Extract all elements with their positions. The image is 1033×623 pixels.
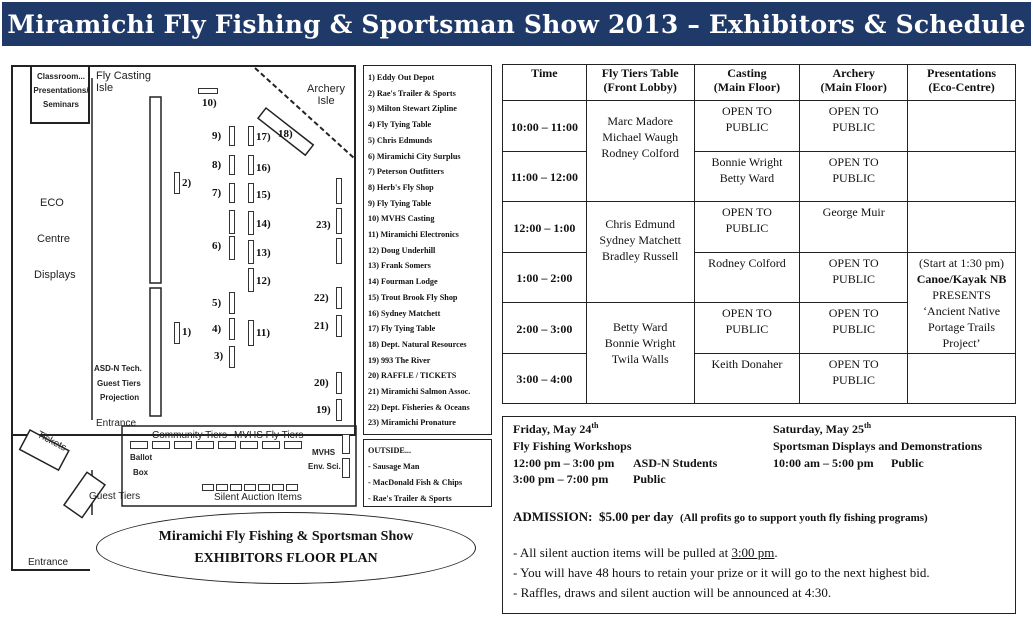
booth-number: 14) [256,218,271,230]
friday-who-2: Public [633,472,666,486]
saturday-time: 10:00 am – 5:00 pm [773,456,874,470]
exhibitor-item: 14) Fourman Lodge [368,277,438,287]
exhibitor-item: 21) Miramichi Salmon Assoc. [368,387,471,397]
booth-number: 21) [314,320,329,332]
mvhs-fly-tiers-label: MVHS Fly Tiers [234,430,304,441]
booth-13 [248,240,254,264]
time-cell: 10:00 – 11:00 [503,101,587,151]
eco-label: ECO [40,197,64,209]
schedule-row [503,353,1016,404]
booth-21 [336,315,342,337]
outside-title: OUTSIDE... [368,446,411,455]
archery-cell: George Muir [800,202,908,252]
booth-12 [248,268,254,292]
booth-5 [229,292,235,314]
fly-casting-isle-label: Fly Casting Isle [96,70,152,94]
booth-23a [336,178,342,204]
booth-15 [248,183,254,203]
mvhs-table [262,441,280,449]
booth-6b [229,236,235,260]
header-time: Time [503,65,587,101]
header-casting: Casting (Main Floor) [694,65,800,101]
time-cell: 1:00 – 2:00 [503,252,587,302]
archery-cell: OPEN TO PUBLIC [800,252,908,302]
exhibitor-item: 12) Doug Underhill [368,245,436,255]
archery-cell: OPEN TO PUBLIC [800,151,908,201]
tiers-cell: Betty Ward Bonnie Wright Twila Walls [586,303,694,404]
env-sci-table [342,458,350,478]
schedule-row [503,252,1016,302]
time-cell: 11:00 – 12:00 [503,151,587,201]
booth-22 [336,287,342,309]
exhibitor-item: 5) Chris Edmunds [368,135,433,145]
presentation-cell [908,353,1016,404]
booth-7 [229,183,235,203]
booth-number: 1) [182,326,192,338]
archery-isle-label: Archery Isle [307,83,345,107]
auction-table [244,484,256,491]
outside-vendors [363,439,492,507]
booth-4 [229,318,235,340]
booth-number: 6) [212,240,222,252]
env-sci-label: Env. Sci. [308,462,341,471]
tiers-cell: Chris Edmund Sydney Matchett Bradley Russell [586,202,694,303]
presentation-cell [908,101,1016,151]
friday-title: Friday, May 24th [513,421,599,436]
exhibitor-item: 11) Miramichi Electronics [368,230,459,240]
community-table [174,441,192,449]
show-name: Miramichi Fly Fishing & Sportsman Show [158,529,414,544]
booth-number: 16) [256,162,271,174]
floor-plan-heading: EXHIBITORS FLOOR PLAN [194,551,378,566]
exhibitor-item: 17) Fly Tying Table [368,324,436,334]
guest-tiers-label: Guest Tiers [89,491,141,502]
header-archery: Archery (Main Floor) [800,65,908,101]
casting-cell: OPEN TO PUBLIC [694,202,800,252]
bullet-raffles: - Raffles, draws and silent auction will be announced at 4:30. [513,585,832,600]
exhibitor-item: 18) Dept. Natural Resources [368,339,467,349]
schedule-row [503,151,1016,201]
booth-19 [336,399,342,421]
mvhs-table [284,441,302,449]
exhibitor-list [363,65,492,435]
floor-plan-title-ellipse [96,512,476,584]
booth-number: 8) [212,159,222,171]
inner-entrance-label: Entrance [96,418,137,429]
community-table [130,441,148,449]
outside-item: - Rae's Trailer & Sports [368,494,452,503]
mvhs-label: MVHS [312,448,336,457]
exhibitor-item: 3) Milton Stewart Zipline [368,104,457,114]
friday-subtitle: Fly Fishing Workshops [513,439,632,453]
outside-item: - MacDonald Fish & Chips [368,478,463,487]
exhibitor-item: 8) Herb's Fly Shop [368,182,434,192]
booth-number: 4) [212,323,222,335]
saturday-title: Saturday, May 25th [773,421,872,436]
casting-cell: Keith Donaher [694,353,800,404]
booth-3 [229,346,235,368]
outside-item: - Sausage Man [368,462,420,471]
eco-centre-label: Centre [37,233,71,245]
casting-cell: OPEN TO PUBLIC [694,303,800,353]
community-table [196,441,214,449]
exhibitor-item: 22) Dept. Fisheries & Oceans [368,402,470,412]
env-sci-table [342,434,350,454]
booth-8 [229,155,235,175]
booth-number: 10) [202,97,217,109]
asd-tech-label: ASD-N Tech. [94,364,142,373]
booth-14 [248,211,254,235]
floor-plan-walls [0,50,362,580]
presentation-cell: (Start at 1:30 pm) Canoe/Kayak NB PRESENTS ‘Ancient Native Portage Trails Project’ [908,252,1016,353]
exhibitor-item: 2) Rae's Trailer & Sports [368,88,456,98]
exhibitor-item: 19) 993 The River [368,355,431,365]
community-table [152,441,170,449]
info-box [502,416,1016,614]
casting-cell: OPEN TO PUBLIC [694,101,800,151]
archery-cell: OPEN TO PUBLIC [800,353,908,404]
exhibitor-item: 6) Miramichi City Surplus [368,151,461,161]
exhibitor-item: 7) Peterson Outfitters [368,167,444,177]
auction-table [286,484,298,491]
friday-time-1: 12:00 pm – 3:00 pm [513,456,615,470]
booth-number: 2) [182,177,192,189]
time-cell: 2:00 – 3:00 [503,303,587,353]
community-table [218,441,236,449]
booth-number: 23) [316,219,331,231]
schedule-table [502,64,1016,404]
booth-16 [248,155,254,175]
outer-entrance-label: Entrance [28,557,69,568]
presentation-cell [908,202,1016,252]
exhibitor-item: 10) MVHS Casting [368,214,435,224]
tiers-cell: Marc Madore Michael Waugh Rodney Colford [586,101,694,202]
booth-number: 9) [212,130,222,142]
booth-number: 7) [212,187,222,199]
booth-number: 11) [256,327,271,339]
booth-number: 19) [316,404,331,416]
schedule-row [503,101,1016,151]
header-fly-tiers: Fly Tiers Table (Front Lobby) [586,65,694,101]
time-cell: 12:00 – 1:00 [503,202,587,252]
community-tiers-label: Community Tiers [152,430,228,441]
classroom-label: Classroom... Presentations/ Seminars [33,72,89,109]
casting-cell: Bonnie Wright Betty Ward [694,151,800,201]
schedule-header-row [503,65,1016,101]
archery-cell: OPEN TO PUBLIC [800,101,908,151]
booth-number: 15) [256,189,271,201]
bullet-prize: - You will have 48 hours to retain your prize or it will go to the next highest bid. [513,565,930,580]
friday-time-2: 3:00 pm – 7:00 pm [513,472,609,486]
saturday-who: Public [891,456,924,470]
booth-9 [229,126,235,146]
booth-10 [198,88,218,94]
booth-number: 20) [314,377,329,389]
eco-displays-label: Displays [34,269,76,281]
booth-6a [229,210,235,234]
booth-23c [336,238,342,264]
auction-table [230,484,242,491]
casting-cell: Rodney Colford [694,252,800,302]
exhibitor-item: 23) Miramichi Pronature [368,418,456,428]
exhibitor-item: 13) Frank Somers [368,261,431,271]
booth-number: 13) [256,247,271,259]
auction-table [272,484,284,491]
saturday-subtitle: Sportsman Displays and Demonstrations [773,439,983,453]
asd-projection-label: Projection [100,393,140,402]
booth-20 [336,372,342,394]
exhibitor-item: 15) Trout Brook Fly Shop [368,292,458,302]
exhibitor-item: 4) Fly Tying Table [368,120,432,130]
auction-table [258,484,270,491]
mvhs-table [240,441,258,449]
booth-2 [174,172,180,194]
booth-number: 18) [278,128,293,140]
archery-cell: OPEN TO PUBLIC [800,303,908,353]
exhibitor-item: 9) Fly Tying Table [368,198,432,208]
booth-number: 12) [256,275,271,287]
ballot-box-label: Box [133,468,149,477]
booth-number: 5) [212,297,222,309]
friday-who-1: ASD-N Students [633,456,718,470]
ballot-label: Ballot [130,453,153,462]
silent-auction-label: Silent Auction Items [214,492,302,503]
booth-17 [248,126,254,146]
header-presentations: Presentations (Eco-Centre) [908,65,1016,101]
auction-table [216,484,228,491]
exhibitor-item: 1) Eddy Out Depot [368,73,435,82]
exhibitor-item: 16) Sydney Matchett [368,308,441,318]
admission-line: ADMISSION: $5.00 per day (All profits go to support youth fly fishing programs) [513,509,928,524]
booth-11 [248,320,254,346]
exhibitor-item: 20) RAFFLE / TICKETS [368,371,457,381]
page-banner-title: Miramichi Fly Fishing & Sportsman Show 2013 – Exhibitors & Schedule [2,2,1031,46]
time-cell: 3:00 – 4:00 [503,353,587,404]
tickets-label: Tickets [35,429,69,454]
bullet-auction: - All silent auction items will be pulled at 3:00 pm. [513,545,778,560]
auction-table [202,484,214,491]
presentation-cell [908,151,1016,201]
booth-1 [174,322,180,344]
booth-number: 3) [214,350,224,362]
booth-number: 22) [314,292,329,304]
schedule-row [503,202,1016,252]
booth-number: 17) [256,131,271,143]
booth-23b [336,208,342,234]
asd-guest-tiers-label: Guest Tiers [97,379,141,388]
